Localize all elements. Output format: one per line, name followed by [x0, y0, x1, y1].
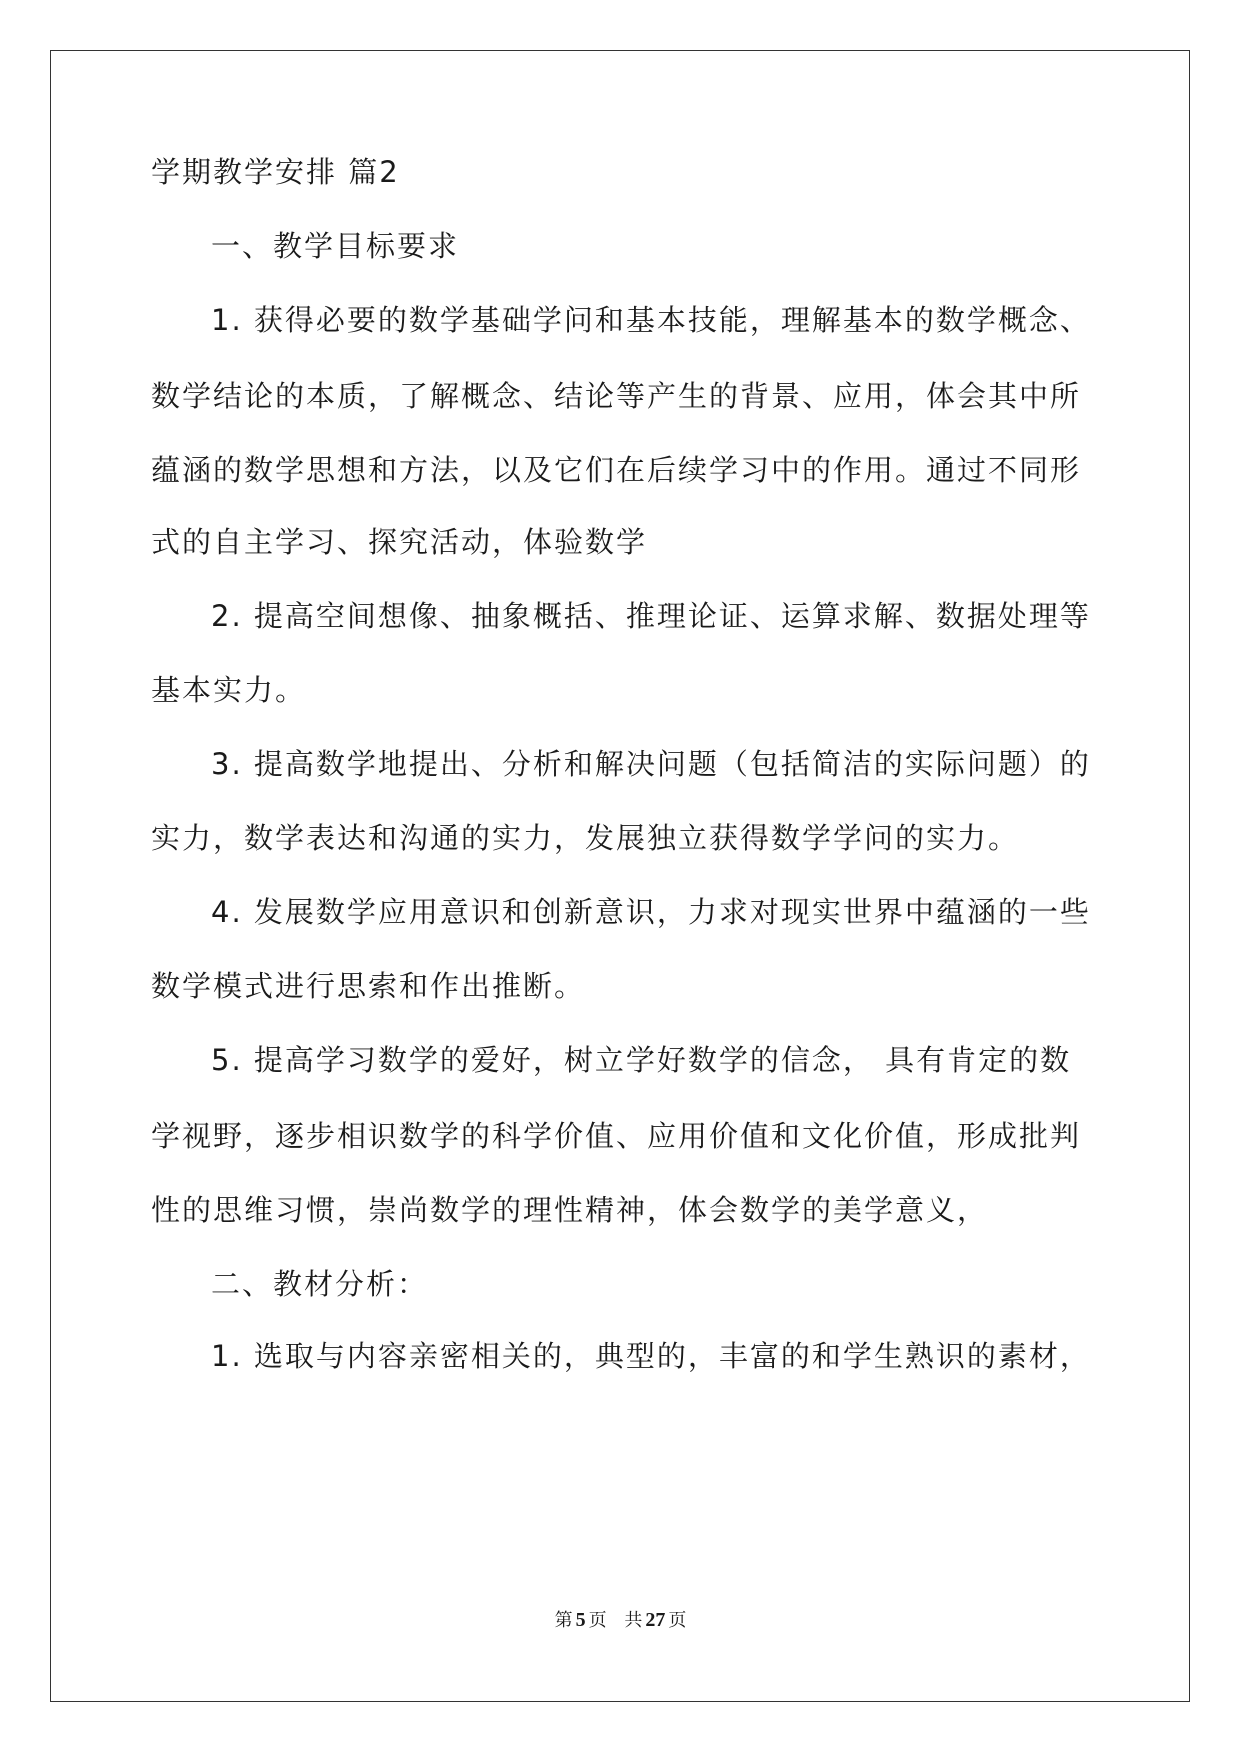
paragraph-line: 1. 选取与内容亲密相关的，典型的，丰富的和学生熟识的素材，: [211, 1339, 1091, 1373]
paragraph-line: 蕴涵的数学思想和方法，以及它们在后续学习中的作用。通过不同形: [151, 453, 1082, 487]
paragraph-line: 3. 提高数学地提出、分析和解决问题（包括简洁的实际问题）的: [211, 747, 1091, 781]
page-border: [50, 50, 1190, 1702]
paragraph-line: 实力，数学表达和沟通的实力，发展独立获得数学学问的实力。: [151, 821, 1020, 855]
paragraph-line: 1. 获得必要的数学基础学问和基本技能，理解基本的数学概念、: [211, 303, 1091, 337]
heading-objectives: 一、教学目标要求: [211, 229, 460, 263]
heading-textbook-analysis: 二、教材分析：: [211, 1267, 429, 1301]
paragraph-line: 基本实力。: [151, 673, 307, 707]
paragraph-line: 学视野，逐步相识数学的科学价值、应用价值和文化价值，形成批判: [151, 1119, 1082, 1153]
paragraph-line: 性的思维习惯，崇尚数学的理性精神，体会数学的美学意义，: [151, 1193, 989, 1227]
paragraph-line: 数学结论的本质，了解概念、结论等产生的背景、应用，体会其中所: [151, 379, 1082, 413]
page-total: 共 27 页: [624, 1609, 687, 1631]
paragraph-line: 数学模式进行思索和作出推断。: [151, 969, 586, 1003]
page-footer: [0, 1608, 1241, 1633]
paragraph-line: 4. 发展数学应用意识和创新意识，力求对现实世界中蕴涵的一些: [211, 895, 1091, 929]
paragraph-line: 5. 提高学习数学的爱好，树立学好数学的信念， 具有肯定的数: [211, 1043, 1072, 1077]
page-number: 第 5 页: [554, 1609, 607, 1631]
paragraph-line: 式的自主学习、探究活动，体验数学: [151, 525, 648, 559]
section-title: 学期教学安排 篇2: [151, 155, 400, 189]
paragraph-line: 2. 提高空间想像、抽象概括、推理论证、运算求解、数据处理等: [211, 599, 1091, 633]
